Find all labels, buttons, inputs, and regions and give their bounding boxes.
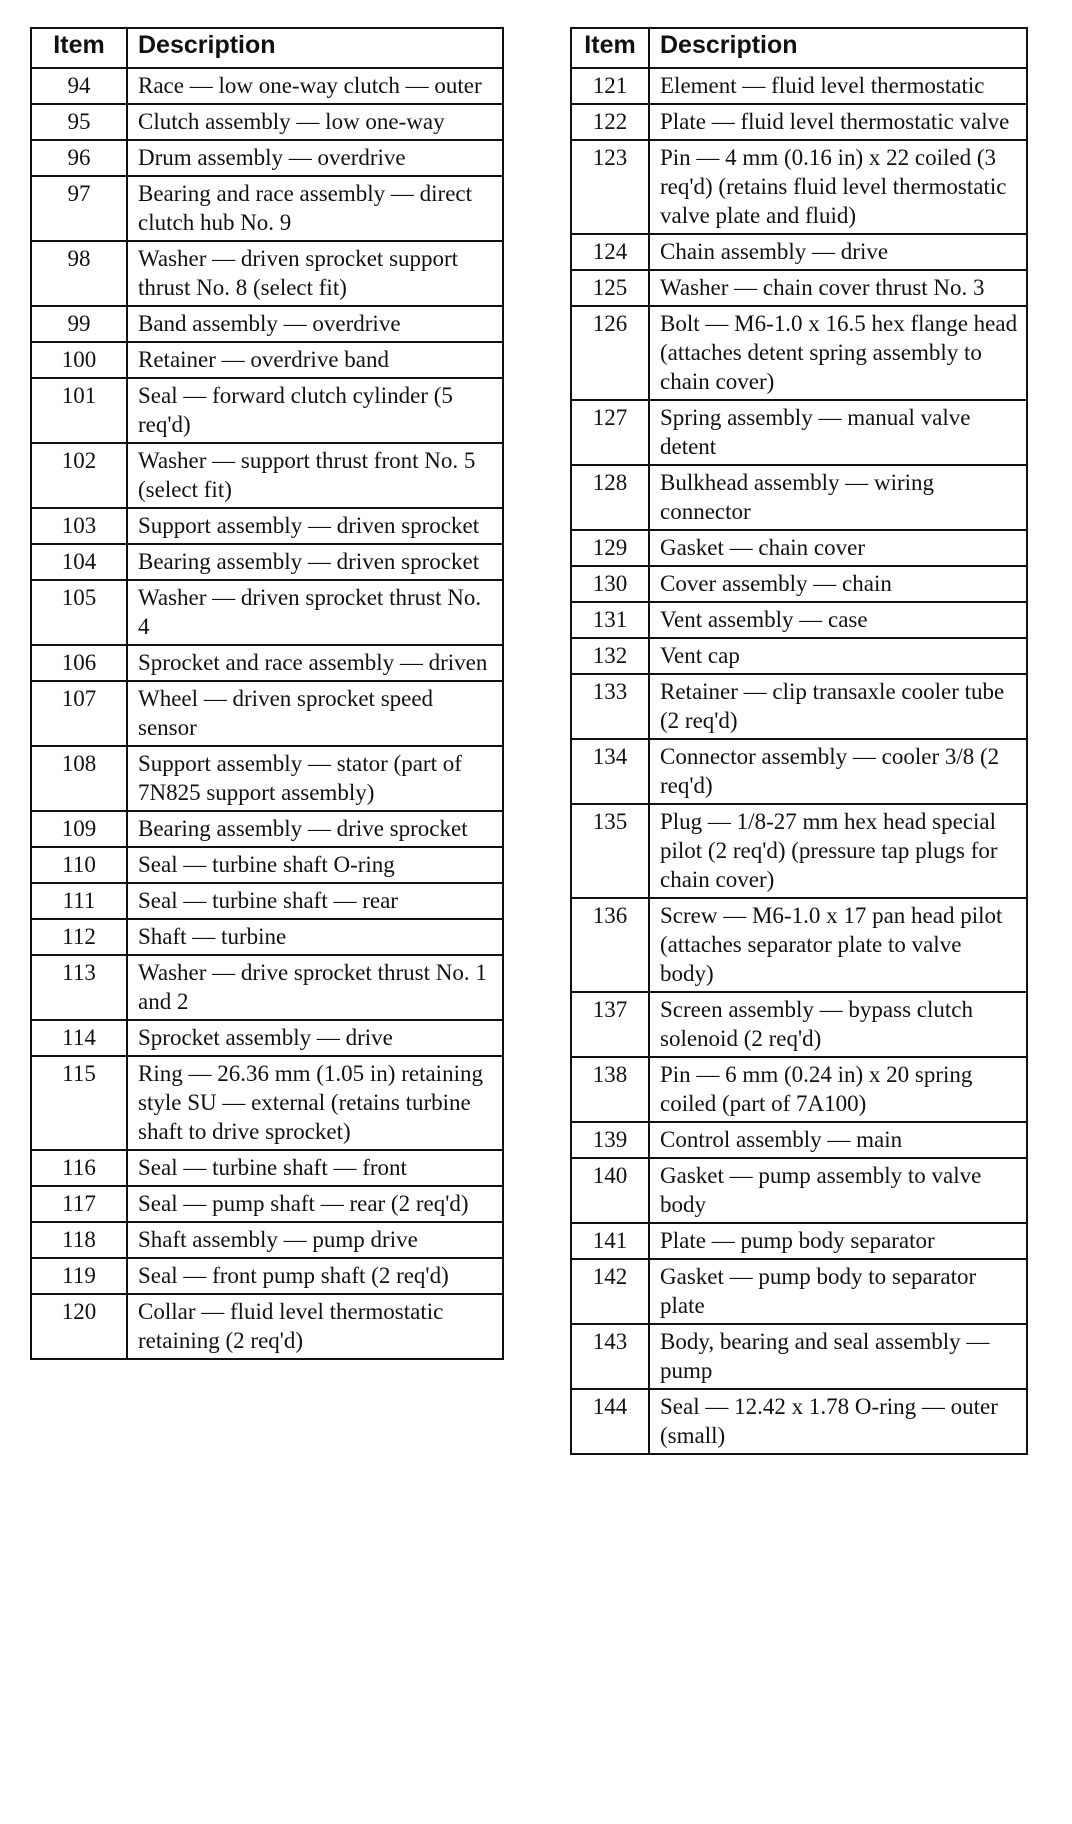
item-column-header: Item xyxy=(571,28,649,68)
item-number: 115 xyxy=(31,1056,127,1150)
item-number: 113 xyxy=(31,955,127,1020)
item-number: 130 xyxy=(571,566,649,602)
item-description: Element — fluid level thermostatic xyxy=(649,68,1027,104)
table-row xyxy=(31,140,503,176)
item-number: 99 xyxy=(31,306,127,342)
table-row xyxy=(571,140,1027,234)
item-description: Vent cap xyxy=(649,638,1027,674)
table-row xyxy=(571,1389,1027,1454)
item-number: 95 xyxy=(31,104,127,140)
item-number: 100 xyxy=(31,342,127,378)
item-description: Washer — chain cover thrust No. 3 xyxy=(649,270,1027,306)
table-row xyxy=(31,306,503,342)
item-description: Vent assembly — case xyxy=(649,602,1027,638)
item-number: 102 xyxy=(31,443,127,508)
item-number: 105 xyxy=(31,580,127,645)
item-number: 117 xyxy=(31,1186,127,1222)
table-row xyxy=(571,739,1027,804)
item-description: Pin — 6 mm (0.24 in) x 20 spring coiled (part of 7A100) xyxy=(649,1057,1027,1122)
item-description: Washer — driven sprocket thrust No. 4 xyxy=(127,580,503,645)
item-number: 122 xyxy=(571,104,649,140)
item-number: 101 xyxy=(31,378,127,443)
item-description: Support assembly — stator (part of 7N825 support assembly) xyxy=(127,746,503,811)
table-row xyxy=(31,883,503,919)
item-description: Drum assembly — overdrive xyxy=(127,140,503,176)
item-number: 119 xyxy=(31,1258,127,1294)
item-number: 108 xyxy=(31,746,127,811)
item-description: Body, bearing and seal assembly — pump xyxy=(649,1324,1027,1389)
item-number: 133 xyxy=(571,674,649,739)
table-row xyxy=(31,241,503,306)
item-number: 143 xyxy=(571,1324,649,1389)
item-description: Connector assembly — cooler 3/8 (2 req'd) xyxy=(649,739,1027,804)
item-description: Gasket — chain cover xyxy=(649,530,1027,566)
item-number: 107 xyxy=(31,681,127,746)
item-number: 141 xyxy=(571,1223,649,1259)
table-row xyxy=(571,1223,1027,1259)
item-description: Retainer — clip transaxle cooler tube (2 req'd) xyxy=(649,674,1027,739)
item-description: Sprocket assembly — drive xyxy=(127,1020,503,1056)
parts-table-right xyxy=(570,27,1028,1455)
item-number: 132 xyxy=(571,638,649,674)
item-number: 94 xyxy=(31,68,127,104)
item-number: 127 xyxy=(571,400,649,465)
item-description: Seal — forward clutch cylinder (5 req'd) xyxy=(127,378,503,443)
table-row xyxy=(31,847,503,883)
table-header-row xyxy=(31,28,503,68)
table-row xyxy=(571,566,1027,602)
item-description: Pin — 4 mm (0.16 in) x 22 coiled (3 req'd) (retains fluid level thermostatic valve plate and fluid) xyxy=(649,140,1027,234)
item-description: Sprocket and race assembly — driven xyxy=(127,645,503,681)
item-description: Screen assembly — bypass clutch solenoid (2 req'd) xyxy=(649,992,1027,1057)
table-row xyxy=(31,1222,503,1258)
table-row xyxy=(31,544,503,580)
item-number: 142 xyxy=(571,1259,649,1324)
item-number: 120 xyxy=(31,1294,127,1359)
table-row xyxy=(31,919,503,955)
parts-table-left xyxy=(30,27,504,1360)
item-number: 116 xyxy=(31,1150,127,1186)
item-number: 112 xyxy=(31,919,127,955)
item-description: Plug — 1/8-27 mm hex head special pilot (2 req'd) (pressure tap plugs for chain cover) xyxy=(649,804,1027,898)
item-column-header: Item xyxy=(31,28,127,68)
table-row xyxy=(31,104,503,140)
item-description: Ring — 26.36 mm (1.05 in) retaining style SU — external (retains turbine shaft to drive sprocket) xyxy=(127,1056,503,1150)
item-number: 144 xyxy=(571,1389,649,1454)
item-number: 98 xyxy=(31,241,127,306)
item-description: Support assembly — driven sprocket xyxy=(127,508,503,544)
table-row xyxy=(571,400,1027,465)
item-description: Band assembly — overdrive xyxy=(127,306,503,342)
table-row xyxy=(571,530,1027,566)
table-row xyxy=(31,1294,503,1359)
item-description: Bearing assembly — drive sprocket xyxy=(127,811,503,847)
item-description: Gasket — pump body to separator plate xyxy=(649,1259,1027,1324)
item-description: Collar — fluid level thermostatic retaining (2 req'd) xyxy=(127,1294,503,1359)
item-number: 109 xyxy=(31,811,127,847)
table-row xyxy=(31,580,503,645)
item-number: 124 xyxy=(571,234,649,270)
item-number: 114 xyxy=(31,1020,127,1056)
item-description: Bearing and race assembly — direct clutch hub No. 9 xyxy=(127,176,503,241)
item-number: 126 xyxy=(571,306,649,400)
table-row xyxy=(571,234,1027,270)
item-number: 118 xyxy=(31,1222,127,1258)
table-row xyxy=(31,378,503,443)
item-number: 104 xyxy=(31,544,127,580)
item-description: Seal — turbine shaft — front xyxy=(127,1150,503,1186)
item-number: 97 xyxy=(31,176,127,241)
item-description: Shaft assembly — pump drive xyxy=(127,1222,503,1258)
table-row xyxy=(31,342,503,378)
item-description: Spring assembly — manual valve detent xyxy=(649,400,1027,465)
description-column-header: Description xyxy=(127,28,503,68)
table-row xyxy=(31,645,503,681)
table-row xyxy=(571,465,1027,530)
table-row xyxy=(31,681,503,746)
item-number: 135 xyxy=(571,804,649,898)
table-row xyxy=(31,1056,503,1150)
table-row xyxy=(31,1258,503,1294)
item-description: Cover assembly — chain xyxy=(649,566,1027,602)
table-row xyxy=(571,674,1027,739)
item-description: Plate — fluid level thermostatic valve xyxy=(649,104,1027,140)
table-row xyxy=(31,811,503,847)
item-number: 138 xyxy=(571,1057,649,1122)
item-description: Chain assembly — drive xyxy=(649,234,1027,270)
item-number: 131 xyxy=(571,602,649,638)
table-row xyxy=(31,68,503,104)
table-row xyxy=(31,1020,503,1056)
table-row xyxy=(571,104,1027,140)
item-description: Seal — 12.42 x 1.78 O-ring — outer (small) xyxy=(649,1389,1027,1454)
table-header-row xyxy=(571,28,1027,68)
item-number: 140 xyxy=(571,1158,649,1223)
table-row xyxy=(31,746,503,811)
table-row xyxy=(571,602,1027,638)
item-description: Washer — support thrust front No. 5 (select fit) xyxy=(127,443,503,508)
table-row xyxy=(31,955,503,1020)
item-description: Seal — pump shaft — rear (2 req'd) xyxy=(127,1186,503,1222)
item-description: Bolt — M6-1.0 x 16.5 hex flange head (attaches detent spring assembly to chain cover) xyxy=(649,306,1027,400)
item-description: Seal — turbine shaft — rear xyxy=(127,883,503,919)
table-row xyxy=(571,1057,1027,1122)
table-row xyxy=(571,804,1027,898)
item-number: 110 xyxy=(31,847,127,883)
table-row xyxy=(571,992,1027,1057)
table-row xyxy=(571,68,1027,104)
item-description: Race — low one-way clutch — outer xyxy=(127,68,503,104)
item-description: Bearing assembly — driven sprocket xyxy=(127,544,503,580)
item-description: Control assembly — main xyxy=(649,1122,1027,1158)
item-description: Shaft — turbine xyxy=(127,919,503,955)
item-description: Wheel — driven sprocket speed sensor xyxy=(127,681,503,746)
description-column-header: Description xyxy=(649,28,1027,68)
item-description: Retainer — overdrive band xyxy=(127,342,503,378)
table-row xyxy=(571,270,1027,306)
table-row xyxy=(571,306,1027,400)
item-number: 136 xyxy=(571,898,649,992)
item-number: 129 xyxy=(571,530,649,566)
item-number: 123 xyxy=(571,140,649,234)
item-description: Washer — drive sprocket thrust No. 1 and 2 xyxy=(127,955,503,1020)
item-description: Seal — turbine shaft O-ring xyxy=(127,847,503,883)
table-row xyxy=(31,508,503,544)
item-description: Seal — front pump shaft (2 req'd) xyxy=(127,1258,503,1294)
table-row xyxy=(31,1186,503,1222)
table-row xyxy=(571,1158,1027,1223)
item-number: 125 xyxy=(571,270,649,306)
item-description: Washer — driven sprocket support thrust No. 8 (select fit) xyxy=(127,241,503,306)
table-row xyxy=(31,1150,503,1186)
item-description: Screw — M6-1.0 x 17 pan head pilot (attaches separator plate to valve body) xyxy=(649,898,1027,992)
item-number: 139 xyxy=(571,1122,649,1158)
item-number: 128 xyxy=(571,465,649,530)
item-number: 96 xyxy=(31,140,127,176)
item-description: Clutch assembly — low one-way xyxy=(127,104,503,140)
item-number: 111 xyxy=(31,883,127,919)
item-description: Gasket — pump assembly to valve body xyxy=(649,1158,1027,1223)
item-description: Bulkhead assembly — wiring connector xyxy=(649,465,1027,530)
item-number: 121 xyxy=(571,68,649,104)
item-number: 137 xyxy=(571,992,649,1057)
item-number: 134 xyxy=(571,739,649,804)
table-row xyxy=(571,1324,1027,1389)
table-row xyxy=(571,1122,1027,1158)
table-row xyxy=(31,443,503,508)
table-row xyxy=(571,638,1027,674)
table-row xyxy=(31,176,503,241)
table-row xyxy=(571,1259,1027,1324)
item-number: 103 xyxy=(31,508,127,544)
table-row xyxy=(571,898,1027,992)
item-number: 106 xyxy=(31,645,127,681)
item-description: Plate — pump body separator xyxy=(649,1223,1027,1259)
